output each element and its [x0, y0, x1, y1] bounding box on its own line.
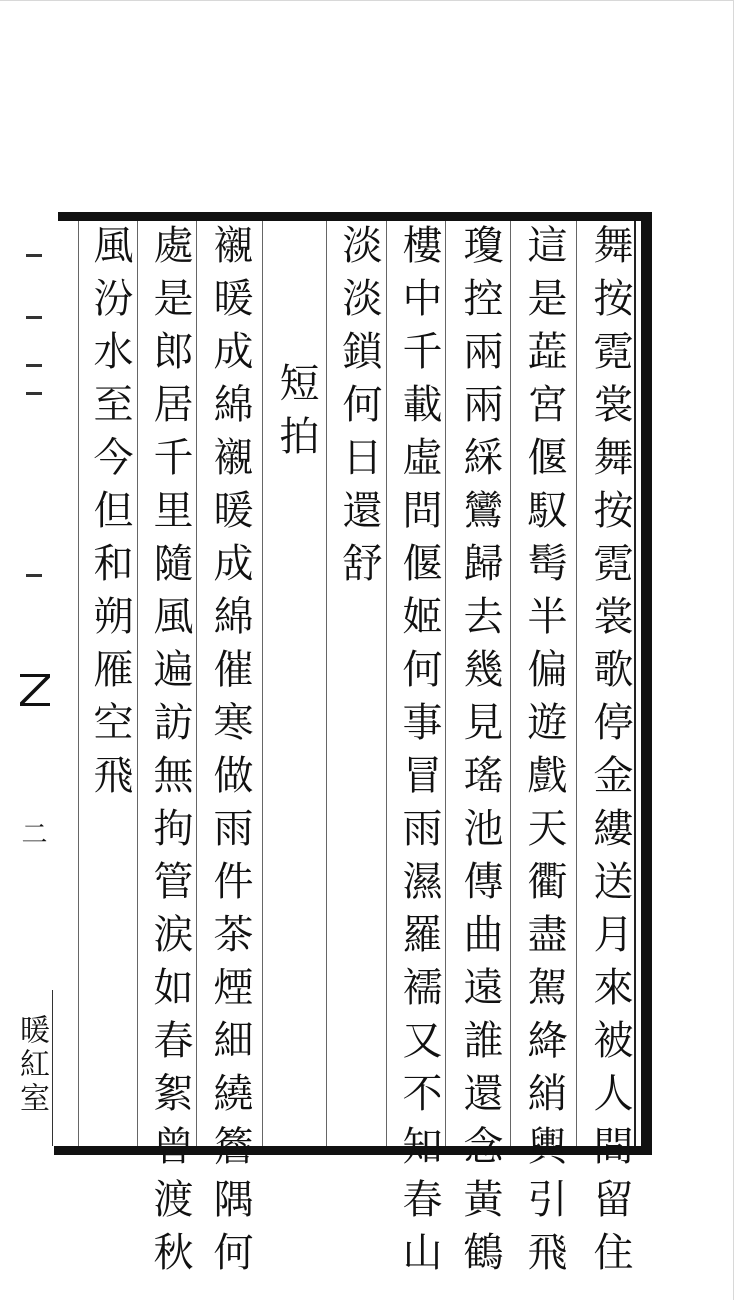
section-heading: 短拍: [273, 362, 319, 468]
margin-mark: [26, 254, 42, 257]
page-margin: [4, 224, 56, 1146]
frame-border-top: [58, 212, 652, 221]
column-divider: [576, 221, 577, 1146]
text-column-9: 風汾水至今但和朔雁空飛: [87, 224, 133, 807]
folio-number: 二: [17, 820, 47, 848]
fishtail-mark-icon: [20, 674, 50, 706]
column-divider: [326, 221, 327, 1146]
margin-mark: [26, 392, 42, 395]
frame-border-right: [641, 212, 652, 1155]
text-column-7: 襯暖成綿襯暖成綿催寒做雨件茶煙細繞簷隅何: [207, 224, 253, 1284]
margin-mark: [26, 364, 42, 367]
margin-mark: [26, 574, 42, 577]
column-divider: [510, 221, 511, 1146]
margin-mark: [26, 316, 42, 319]
text-column-4: 樓中千載虛問偃姬何事冒雨濕羅襦又不知春山: [396, 224, 442, 1284]
running-title: 暖紅室: [14, 1014, 49, 1116]
text-column-1: 舞按霓裳舞按霓裳歌停金縷送月來被人間留住: [587, 224, 633, 1284]
text-column-2: 這是蕋宮偃馭髩半偏遊戲天衢盡駕絳綃輿引飛: [521, 224, 567, 1284]
text-column-5: 淡淡鎖何日還舒: [336, 224, 382, 595]
text-column-8: 處是郎居千里隨風遍訪無拘管涙如春絮曾渡秋: [147, 224, 193, 1284]
column-divider: [262, 221, 263, 1146]
text-column-3: 瓊控兩兩綵鸞歸去幾見瑤池傳曲遠誰還念黃鶴: [457, 224, 503, 1284]
margin-rule: [52, 990, 53, 1146]
column-divider: [78, 221, 79, 1146]
